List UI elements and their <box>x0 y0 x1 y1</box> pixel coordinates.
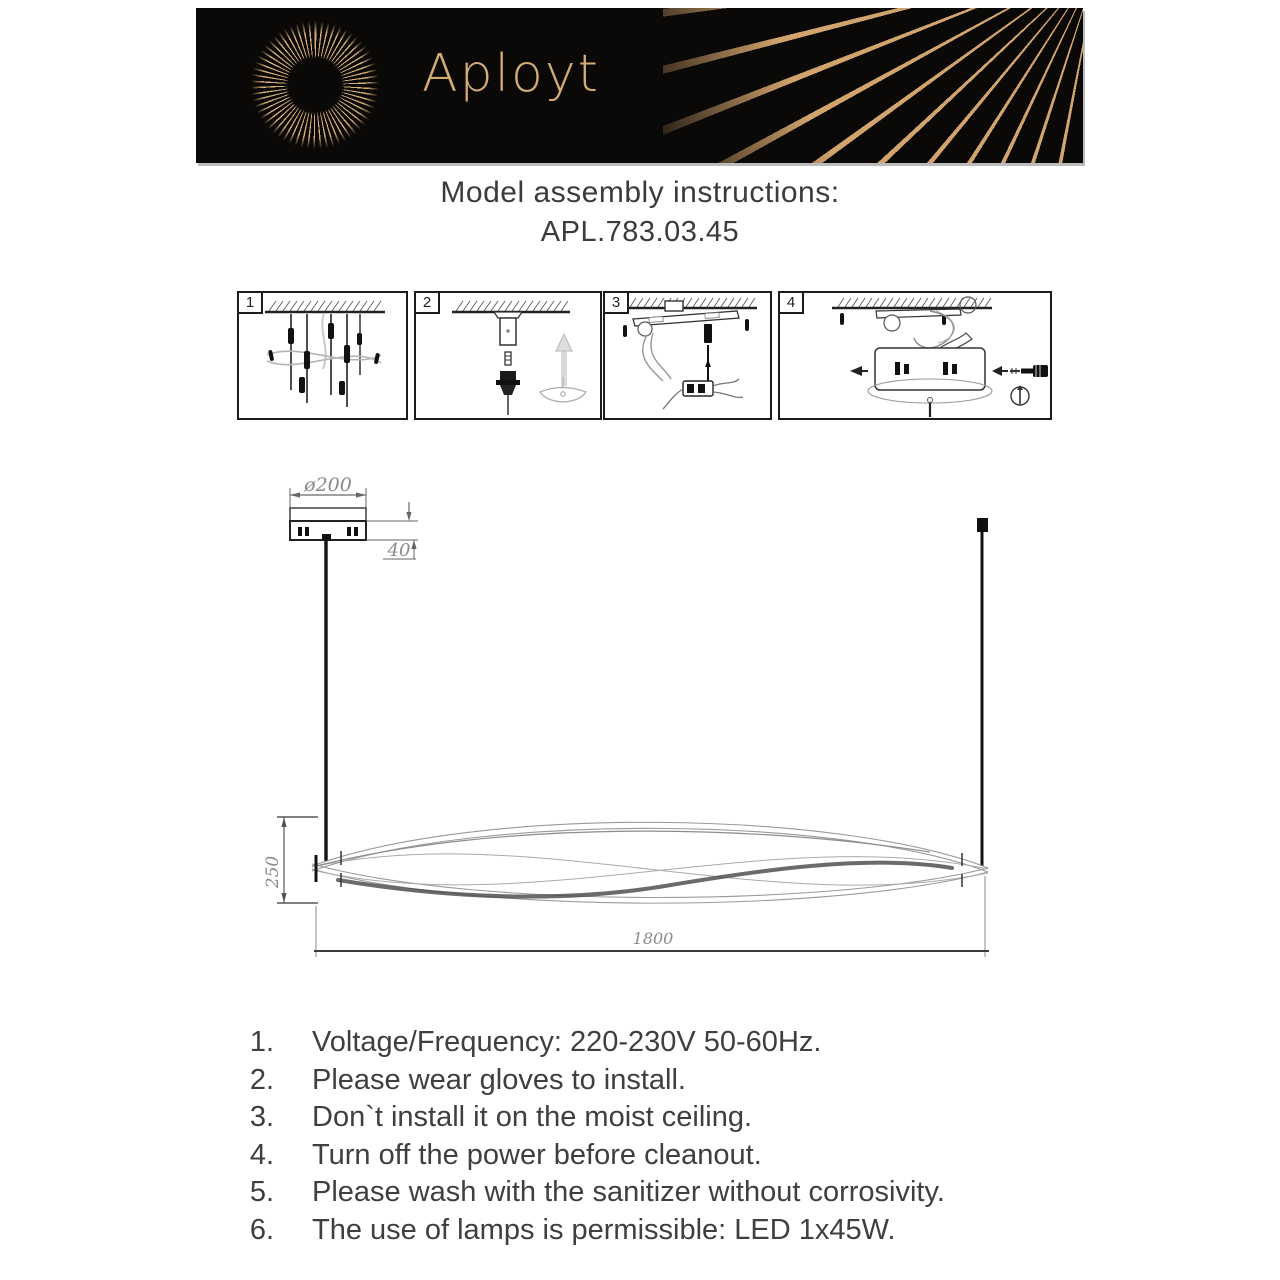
list-item <box>240 1139 1080 1177</box>
step1-chandelier-drawing <box>239 293 406 418</box>
assembly-step-4 <box>778 291 1052 420</box>
step-number: 4 <box>778 291 804 314</box>
title-block <box>0 176 1280 249</box>
dim-lamp-height-label: 250 <box>263 855 283 889</box>
item-text: Please wash with the sanitizer without corrosivity. <box>312 1176 945 1208</box>
step-number: 2 <box>414 291 440 314</box>
list-item <box>240 1064 1080 1102</box>
model-number: APL.783.03.45 <box>540 216 740 248</box>
step3-wiring-drawing <box>605 293 770 418</box>
page-title: Model assembly instructions: <box>440 176 840 209</box>
step4-canopy-drawing <box>780 293 1050 418</box>
decorative-rays-icon <box>663 8 1083 163</box>
list-item <box>240 1101 1080 1139</box>
item-text: The use of lamps is permissible: LED 1x45W. <box>312 1213 896 1246</box>
dimension-drawing <box>250 470 1020 970</box>
item-text: Please wear gloves to install. <box>312 1063 686 1096</box>
list-item <box>240 1176 1080 1214</box>
item-text: Turn off the power before cleanout. <box>312 1138 762 1171</box>
step-number: 3 <box>603 291 629 314</box>
item-number: 3. <box>249 1101 274 1133</box>
list-item <box>240 1214 1080 1252</box>
assembly-step-2 <box>414 291 602 420</box>
step-number: 1 <box>237 291 263 314</box>
item-number: 4. <box>249 1138 274 1171</box>
instructions-list <box>240 1026 1080 1251</box>
dim-canopy-height-label: 40 <box>387 540 411 561</box>
item-number: 6. <box>249 1213 274 1246</box>
item-text: Don`t install it on the moist ceiling. <box>312 1101 753 1133</box>
assembly-steps <box>237 291 1052 420</box>
item-number: 2. <box>249 1063 274 1096</box>
brand-banner <box>196 8 1083 163</box>
assembly-step-1 <box>237 291 408 420</box>
brand-wordmark: Aployt <box>422 44 601 104</box>
step2-bracket-drawing <box>416 293 600 418</box>
assembly-step-3 <box>603 291 772 420</box>
dim-lamp-length-label: 1800 <box>632 929 674 948</box>
item-number: 1. <box>249 1026 274 1058</box>
item-number: 5. <box>249 1176 274 1208</box>
list-item <box>240 1026 1080 1064</box>
starburst-logo-icon <box>248 18 382 152</box>
item-text: Voltage/Frequency: 220-230V 50-60Hz. <box>312 1026 822 1058</box>
dim-canopy-diameter-label: ø200 <box>304 474 352 496</box>
